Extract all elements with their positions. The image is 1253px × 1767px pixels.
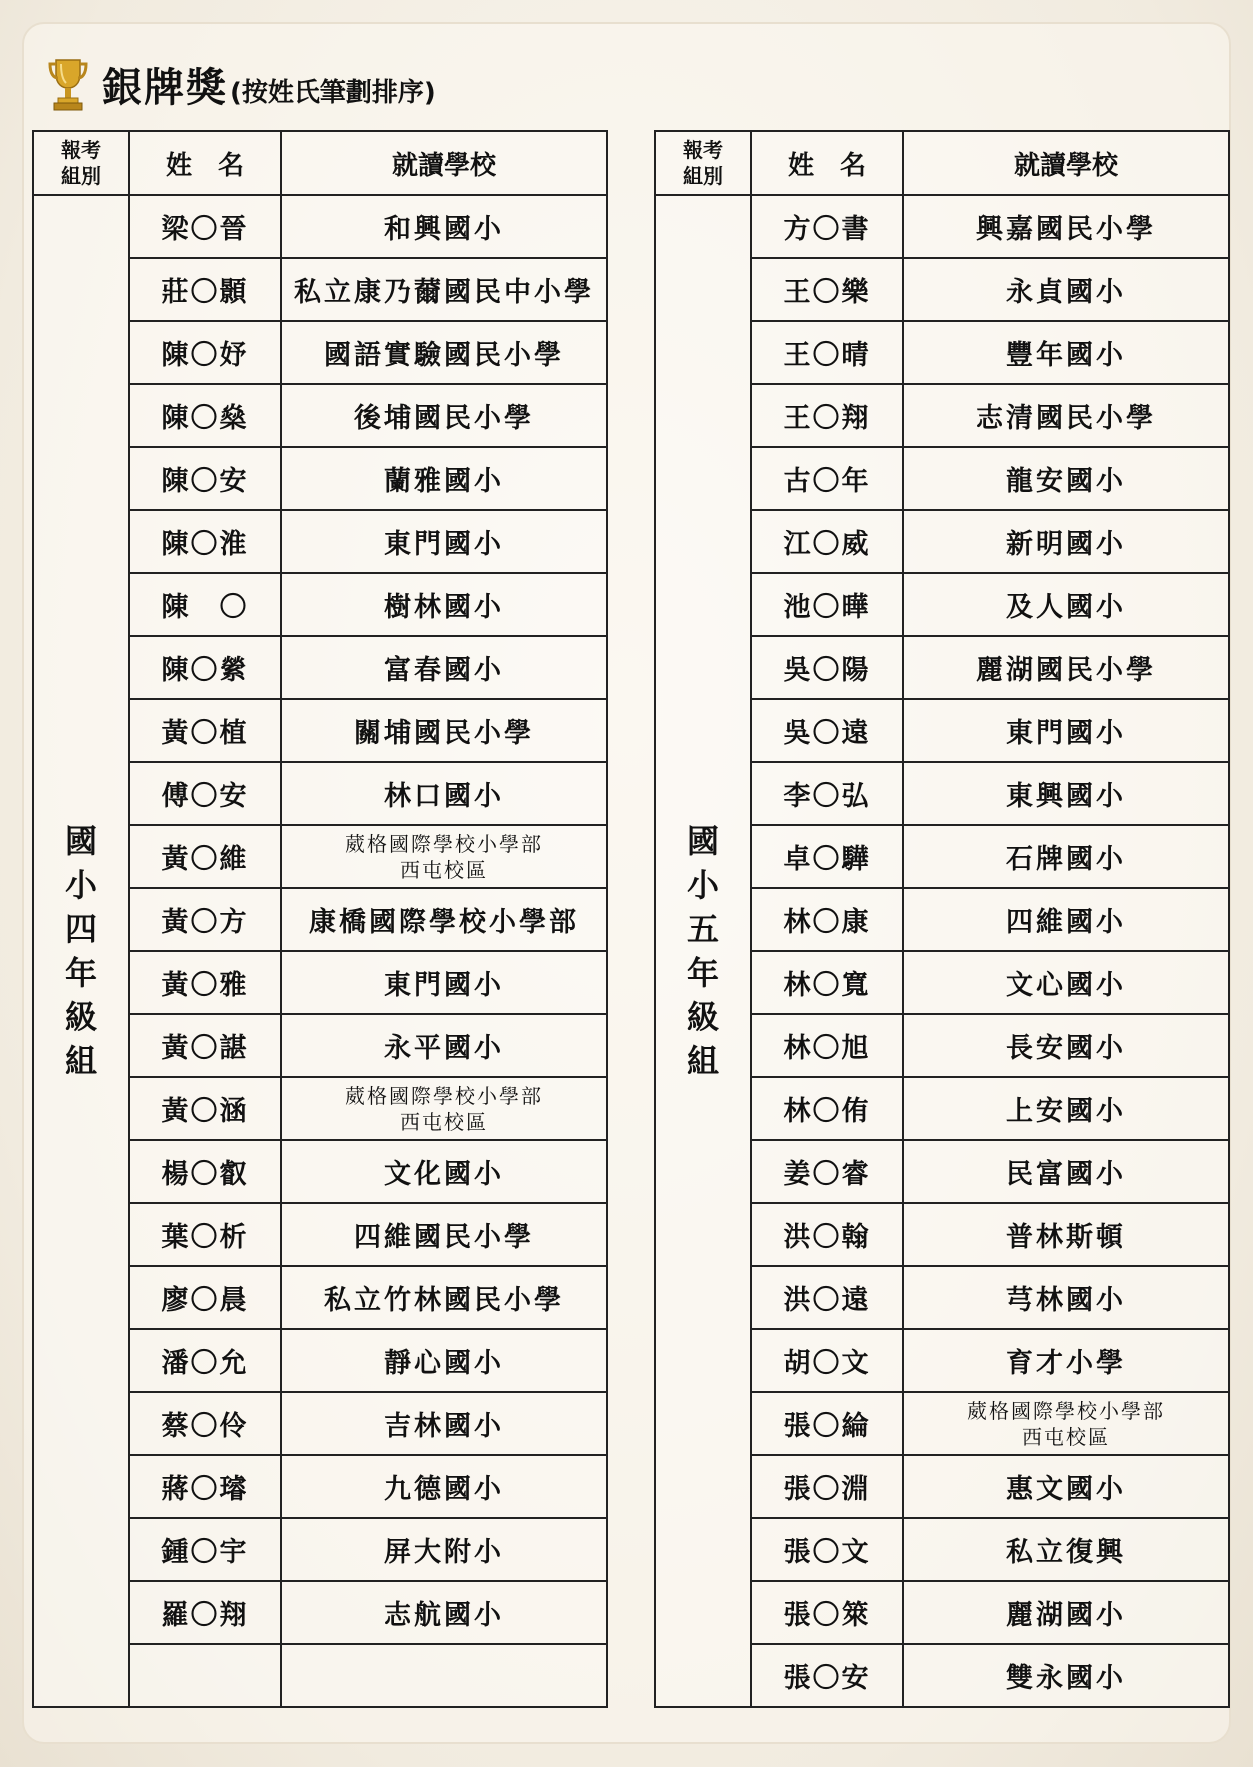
school-name: 靜心國小 [281, 1329, 607, 1392]
school-name: 上安國小 [903, 1077, 1229, 1140]
group-label: 國小四年級組 [33, 195, 129, 1707]
student-name: 胡〇文 [751, 1329, 903, 1392]
school-name: 葳格國際學校小學部 西屯校區 [281, 1077, 607, 1140]
school-name: 惠文國小 [903, 1455, 1229, 1518]
school-name: 新明國小 [903, 510, 1229, 573]
grade4-table [32, 130, 608, 1708]
school-name: 東門國小 [281, 510, 607, 573]
school-name: 石牌國小 [903, 825, 1229, 888]
student-name: 陳〇縈 [129, 636, 281, 699]
student-name: 陳〇淮 [129, 510, 281, 573]
school-name: 興嘉國民小學 [903, 195, 1229, 258]
school-name: 吉林國小 [281, 1392, 607, 1455]
school-name: 蘭雅國小 [281, 447, 607, 510]
school-name: 永平國小 [281, 1014, 607, 1077]
student-name: 廖〇晨 [129, 1266, 281, 1329]
school-name: 及人國小 [903, 573, 1229, 636]
school-name: 屏大附小 [281, 1518, 607, 1581]
student-name: 張〇文 [751, 1518, 903, 1581]
student-name [129, 1644, 281, 1707]
student-name: 陳〇燊 [129, 384, 281, 447]
school-name: 文化國小 [281, 1140, 607, 1203]
school-name: 葳格國際學校小學部 西屯校區 [903, 1392, 1229, 1455]
student-name: 鍾〇宇 [129, 1518, 281, 1581]
student-name: 林〇寬 [751, 951, 903, 1014]
student-name: 吳〇遠 [751, 699, 903, 762]
page-title: 銀牌獎 [102, 64, 228, 111]
school-name: 康橋國際學校小學部 [281, 888, 607, 951]
school-name: 東興國小 [903, 762, 1229, 825]
student-name: 洪〇翰 [751, 1203, 903, 1266]
student-name: 葉〇析 [129, 1203, 281, 1266]
student-name: 梁〇晉 [129, 195, 281, 258]
student-name: 吳〇陽 [751, 636, 903, 699]
student-name: 黃〇諶 [129, 1014, 281, 1077]
student-name: 張〇淵 [751, 1455, 903, 1518]
student-name: 楊〇叡 [129, 1140, 281, 1203]
student-name: 張〇綸 [751, 1392, 903, 1455]
student-name: 王〇樂 [751, 258, 903, 321]
student-name: 蔣〇璿 [129, 1455, 281, 1518]
page-header [48, 52, 436, 116]
column-header-school: 就讀學校 [281, 131, 607, 195]
table-header-row [33, 131, 607, 195]
school-name: 麗湖國小 [903, 1581, 1229, 1644]
school-name: 國語實驗國民小學 [281, 321, 607, 384]
column-header-group: 報考 組別 [655, 131, 751, 195]
school-name: 普林斯頓 [903, 1203, 1229, 1266]
school-name: 私立復興 [903, 1518, 1229, 1581]
student-name: 林〇康 [751, 888, 903, 951]
school-name: 志航國小 [281, 1581, 607, 1644]
student-name: 林〇旭 [751, 1014, 903, 1077]
school-name: 東門國小 [903, 699, 1229, 762]
student-name: 林〇侑 [751, 1077, 903, 1140]
school-name: 育才小學 [903, 1329, 1229, 1392]
school-name: 九德國小 [281, 1455, 607, 1518]
school-name: 長安國小 [903, 1014, 1229, 1077]
student-name: 羅〇翔 [129, 1581, 281, 1644]
school-name: 林口國小 [281, 762, 607, 825]
school-name: 東門國小 [281, 951, 607, 1014]
student-name: 蔡〇伶 [129, 1392, 281, 1455]
school-name [281, 1644, 607, 1707]
school-name: 豐年國小 [903, 321, 1229, 384]
column-header-group: 報考 組別 [33, 131, 129, 195]
student-name: 黃〇方 [129, 888, 281, 951]
school-name: 麗湖國民小學 [903, 636, 1229, 699]
school-name: 樹林國小 [281, 573, 607, 636]
student-name: 黃〇植 [129, 699, 281, 762]
column-header-school: 就讀學校 [903, 131, 1229, 195]
grade5-table [654, 130, 1230, 1708]
table-row [33, 195, 607, 258]
trophy-icon [48, 56, 88, 112]
table-header-row [655, 131, 1229, 195]
school-name: 芎林國小 [903, 1266, 1229, 1329]
group-label: 國小五年級組 [655, 195, 751, 1707]
student-name: 古〇年 [751, 447, 903, 510]
school-name: 文心國小 [903, 951, 1229, 1014]
table-row [655, 195, 1229, 258]
column-header-name: 姓 名 [751, 131, 903, 195]
student-name: 黃〇涵 [129, 1077, 281, 1140]
school-name: 雙永國小 [903, 1644, 1229, 1707]
student-name: 王〇翔 [751, 384, 903, 447]
school-name: 和興國小 [281, 195, 607, 258]
student-name: 張〇安 [751, 1644, 903, 1707]
student-name: 陳〇安 [129, 447, 281, 510]
student-name: 陳 〇 [129, 573, 281, 636]
student-name: 張〇箂 [751, 1581, 903, 1644]
student-name: 陳〇妤 [129, 321, 281, 384]
student-name: 江〇威 [751, 510, 903, 573]
school-name: 後埔國民小學 [281, 384, 607, 447]
school-name: 葳格國際學校小學部 西屯校區 [281, 825, 607, 888]
school-name: 民富國小 [903, 1140, 1229, 1203]
student-name: 卓〇驊 [751, 825, 903, 888]
page-subtitle: (按姓氏筆劃排序) [230, 77, 436, 108]
student-name: 李〇弘 [751, 762, 903, 825]
school-name: 富春國小 [281, 636, 607, 699]
student-name: 黃〇雅 [129, 951, 281, 1014]
student-name: 莊〇顥 [129, 258, 281, 321]
school-name: 私立康乃薾國民中小學 [281, 258, 607, 321]
student-name: 潘〇允 [129, 1329, 281, 1392]
school-name: 關埔國民小學 [281, 699, 607, 762]
school-name: 永貞國小 [903, 258, 1229, 321]
school-name: 四維國民小學 [281, 1203, 607, 1266]
school-name: 志清國民小學 [903, 384, 1229, 447]
school-name: 龍安國小 [903, 447, 1229, 510]
student-name: 傅〇安 [129, 762, 281, 825]
student-name: 黃〇維 [129, 825, 281, 888]
column-header-name: 姓 名 [129, 131, 281, 195]
student-name: 王〇晴 [751, 321, 903, 384]
student-name: 姜〇睿 [751, 1140, 903, 1203]
school-name: 私立竹林國民小學 [281, 1266, 607, 1329]
student-name: 方〇書 [751, 195, 903, 258]
school-name: 四維國小 [903, 888, 1229, 951]
student-name: 池〇曄 [751, 573, 903, 636]
student-name: 洪〇遠 [751, 1266, 903, 1329]
